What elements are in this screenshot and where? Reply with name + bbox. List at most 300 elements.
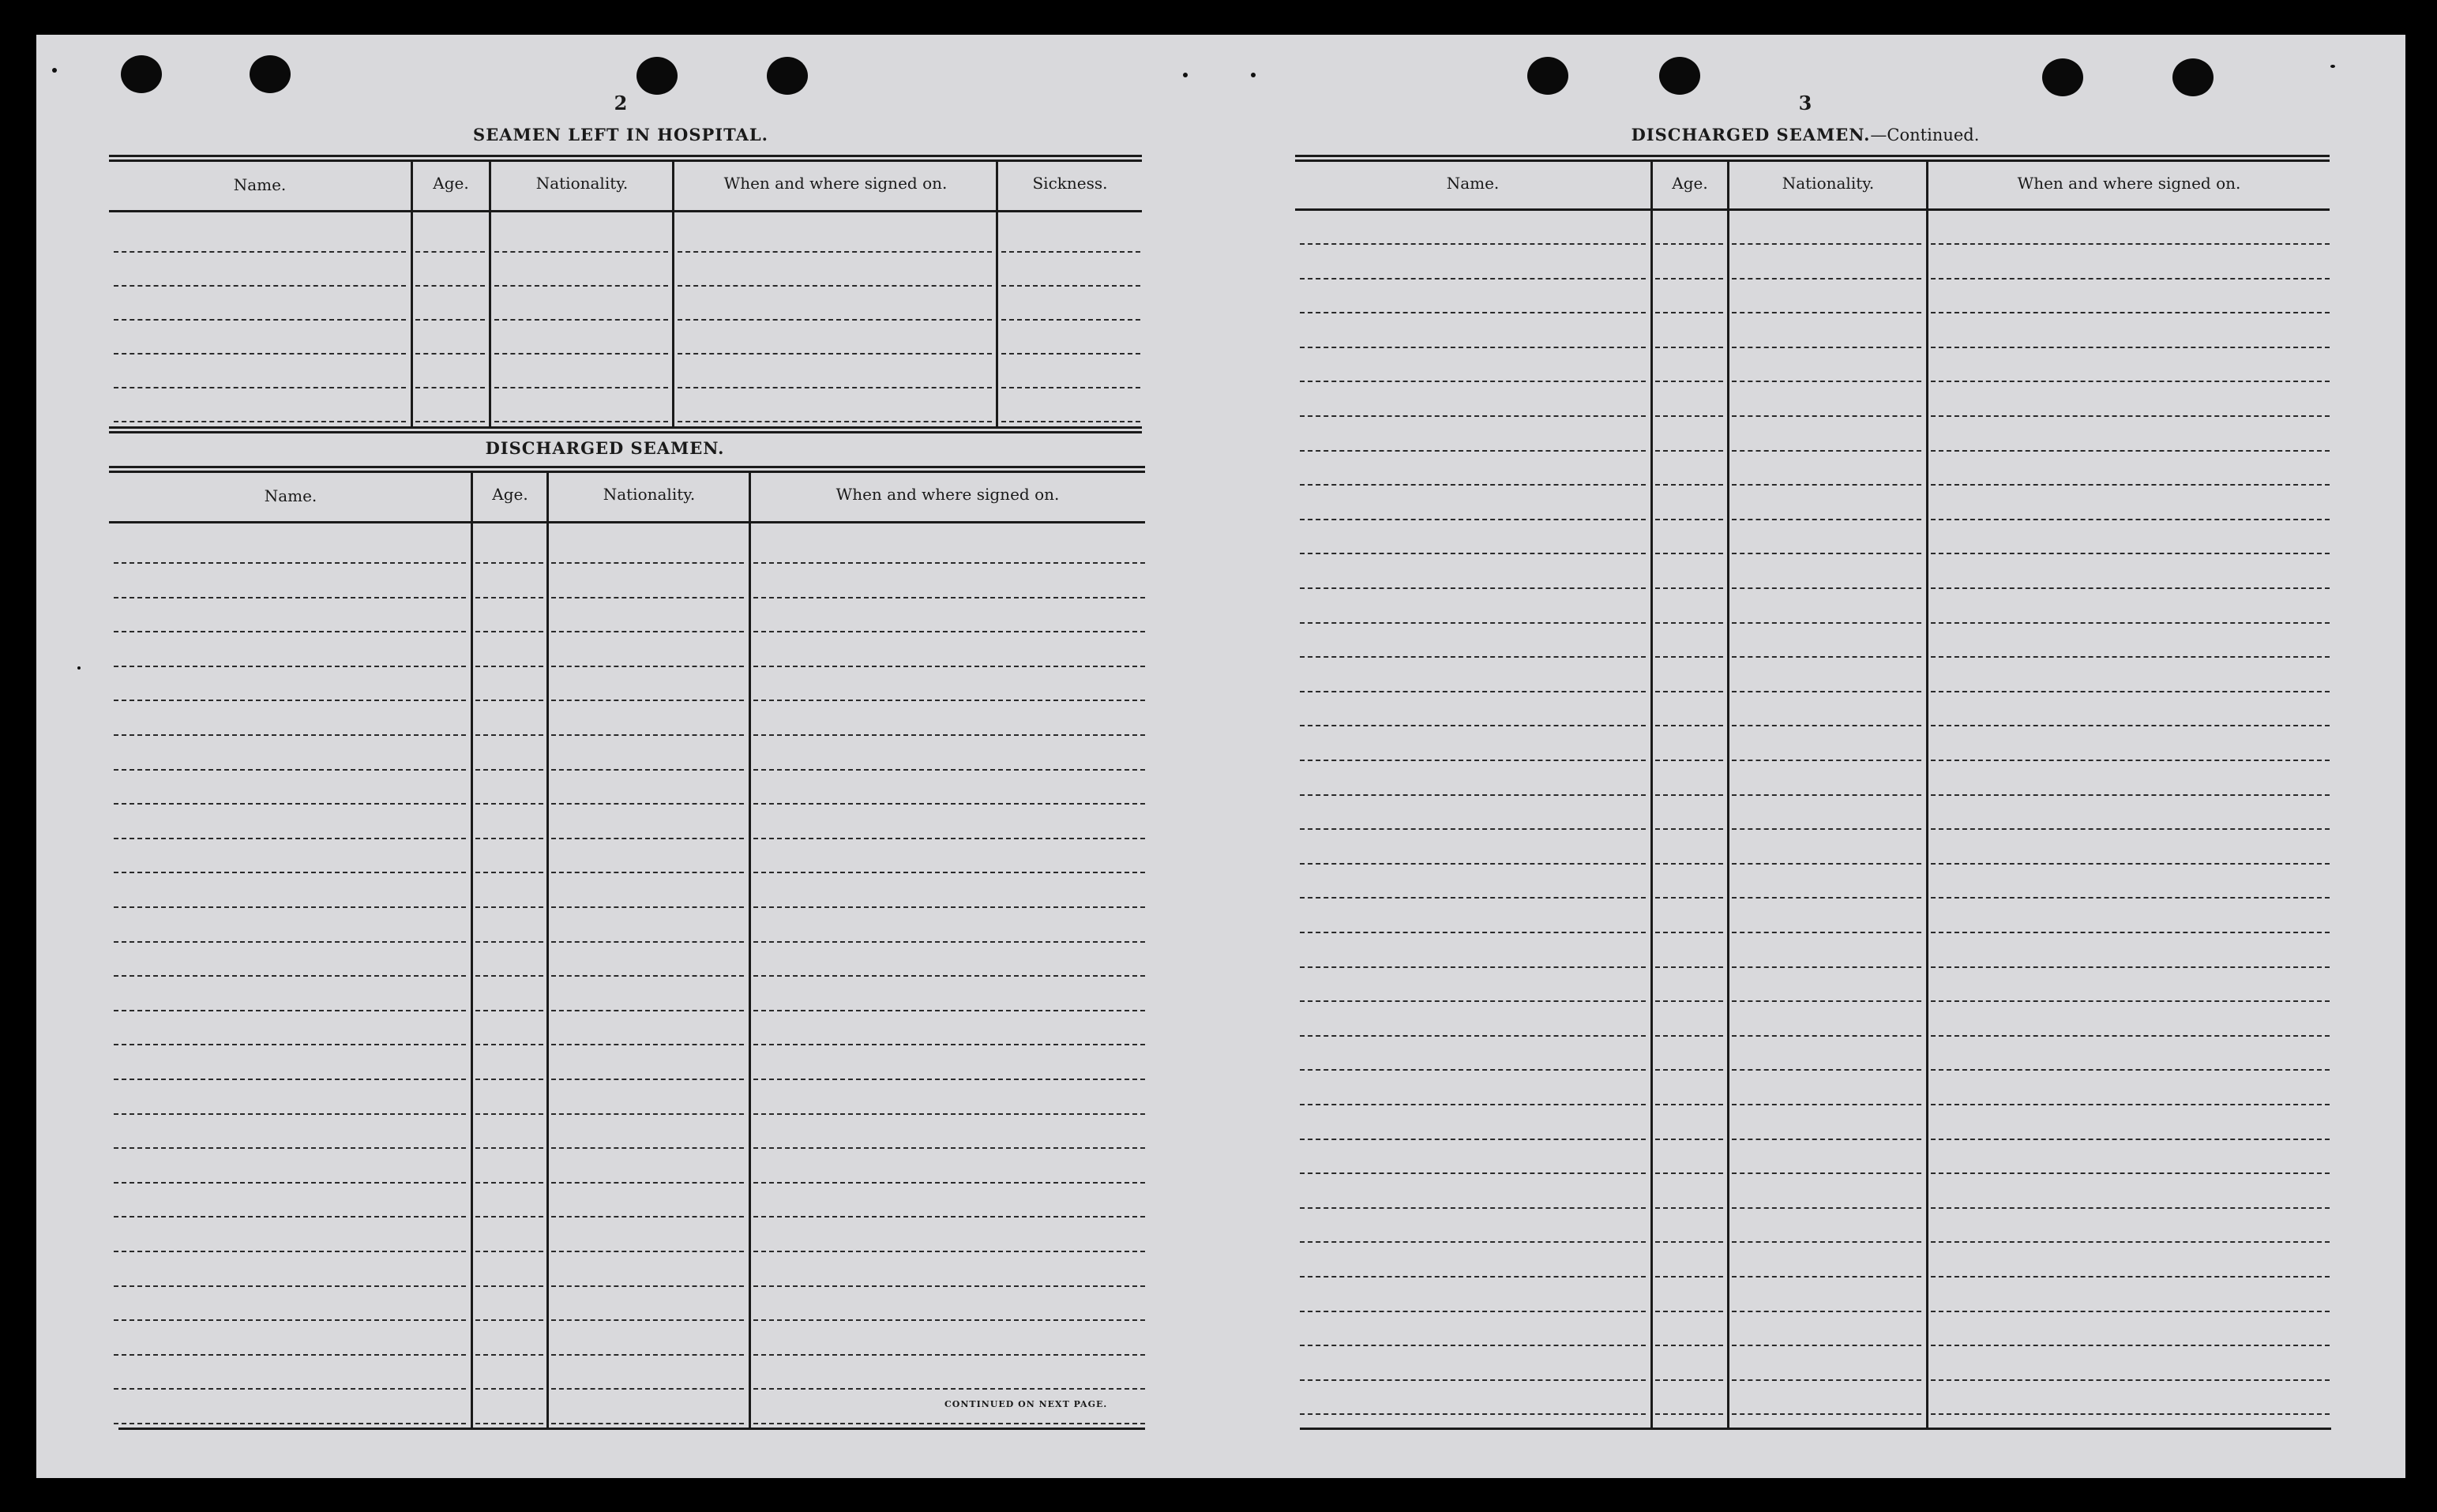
blank-entry-line — [114, 1113, 466, 1115]
blank-entry-line — [1300, 278, 1646, 280]
column-header-sickness: Sickness. — [1032, 174, 1108, 193]
blank-entry-line — [1931, 725, 2330, 726]
title-continued: —Continued. — [1870, 126, 1980, 144]
blank-entry-line — [551, 597, 744, 598]
blank-entry-line — [753, 769, 1145, 771]
blank-entry-line — [1300, 1069, 1646, 1071]
blank-entry-line — [753, 1010, 1145, 1011]
blank-entry-line — [1300, 450, 1646, 452]
blank-entry-line — [114, 631, 466, 632]
blank-entry-line — [1732, 656, 1921, 658]
blank-entry-line — [475, 1147, 543, 1149]
blank-entry-line — [1931, 553, 2330, 554]
blank-entry-line — [1300, 1345, 1646, 1346]
blank-entry-line — [1931, 760, 2330, 761]
blank-entry-line — [475, 803, 543, 805]
blank-entry-line — [114, 769, 466, 771]
header-rule — [1295, 208, 2330, 211]
blank-entry-line — [415, 387, 485, 388]
blank-entry-line — [1655, 622, 1723, 624]
blank-entry-line — [678, 285, 992, 287]
blank-entry-line — [1931, 1104, 2330, 1105]
blank-entry-line — [551, 1354, 744, 1356]
blank-entry-line — [1655, 347, 1723, 348]
blank-entry-line — [753, 1044, 1145, 1045]
blank-entry-line — [475, 1251, 543, 1252]
blank-entry-line — [1732, 1379, 1921, 1381]
blank-entry-line — [114, 906, 466, 908]
blank-entry-line — [114, 700, 466, 701]
blank-entry-line — [1732, 1000, 1921, 1002]
blank-entry-line — [1300, 622, 1646, 624]
blank-entry-line — [753, 597, 1145, 598]
column-header-signed-on: When and where signed on. — [723, 174, 948, 193]
blank-entry-line — [551, 1079, 744, 1080]
blank-entry-line — [494, 421, 668, 422]
blank-entry-line — [1931, 1311, 2330, 1312]
blank-entry-line — [1001, 285, 1140, 287]
blank-entry-line — [551, 1423, 744, 1424]
blank-entry-line — [1300, 1207, 1646, 1209]
column-header-name: Name. — [1446, 174, 1500, 193]
page-title — [1537, 125, 2074, 144]
blank-entry-line — [1732, 828, 1921, 830]
blank-entry-line — [551, 803, 744, 805]
blank-entry-line — [475, 1044, 543, 1045]
column-divider — [1650, 161, 1653, 1428]
page-number: 2 — [614, 92, 628, 114]
table-bottom-rule — [109, 426, 1142, 433]
blank-entry-line — [1732, 1104, 1921, 1105]
blank-entry-line — [551, 975, 744, 977]
blank-entry-line — [1732, 278, 1921, 280]
blank-entry-line — [1931, 450, 2330, 452]
column-header-nationality: Nationality. — [1782, 174, 1875, 193]
blank-entry-line — [678, 421, 992, 422]
blank-entry-line — [475, 666, 543, 667]
blank-entry-line — [1655, 587, 1723, 589]
column-header-signed-on: When and where signed on. — [2017, 174, 2241, 193]
blank-entry-line — [494, 285, 668, 287]
blank-entry-line — [1732, 553, 1921, 554]
blank-entry-line — [1001, 353, 1140, 355]
blank-entry-line — [551, 1216, 744, 1217]
blank-entry-line — [1300, 1379, 1646, 1381]
blank-entry-line — [475, 975, 543, 977]
blank-entry-line — [1931, 1069, 2330, 1071]
blank-entry-line — [475, 906, 543, 908]
blank-entry-line — [1931, 1172, 2330, 1174]
blank-entry-line — [1931, 828, 2330, 830]
table-bottom-rule — [1300, 1428, 2331, 1430]
blank-entry-line — [475, 631, 543, 632]
blank-entry-line — [475, 1113, 543, 1115]
blank-entry-line — [1300, 1413, 1646, 1415]
blank-entry-line — [1732, 725, 1921, 726]
blank-entry-line — [1732, 1035, 1921, 1037]
blank-entry-line — [415, 251, 485, 253]
blank-entry-line — [1931, 1413, 2330, 1415]
blank-entry-line — [1300, 863, 1646, 865]
blank-entry-line — [1300, 553, 1646, 554]
blank-entry-line — [1300, 484, 1646, 486]
blank-entry-line — [114, 421, 406, 422]
blank-entry-line — [114, 1285, 466, 1287]
blank-entry-line — [1655, 1413, 1723, 1415]
column-divider — [1926, 161, 1928, 1428]
column-divider — [546, 472, 549, 1428]
column-divider — [489, 161, 491, 426]
column-divider — [672, 161, 674, 426]
blank-entry-line — [1655, 415, 1723, 417]
blank-entry-line — [114, 387, 406, 388]
blank-entry-line — [551, 1388, 744, 1390]
blank-entry-line — [753, 941, 1145, 943]
blank-entry-line — [1300, 381, 1646, 382]
blank-entry-line — [1655, 794, 1723, 796]
blank-entry-line — [1300, 1139, 1646, 1140]
blank-entry-line — [1732, 587, 1921, 589]
blank-entry-line — [753, 975, 1145, 977]
blank-entry-line — [1732, 794, 1921, 796]
blank-entry-line — [494, 387, 668, 388]
blank-entry-line — [1732, 1413, 1921, 1415]
blank-entry-line — [1732, 381, 1921, 382]
blank-entry-line — [1655, 1311, 1723, 1312]
blank-entry-line — [114, 1044, 466, 1045]
blank-entry-line — [1931, 1276, 2330, 1278]
blank-entry-line — [475, 1079, 543, 1080]
column-divider — [1727, 161, 1729, 1428]
blank-entry-line — [415, 421, 485, 422]
form-sheet — [36, 35, 2405, 1478]
blank-entry-line — [1655, 828, 1723, 830]
blank-entry-line — [415, 285, 485, 287]
blank-entry-line — [1732, 415, 1921, 417]
left-page — [36, 35, 1189, 1478]
blank-entry-line — [475, 1010, 543, 1011]
blank-entry-line — [1655, 278, 1723, 280]
blank-entry-line — [1300, 794, 1646, 796]
header-rule — [109, 210, 1142, 212]
blank-entry-line — [114, 285, 406, 287]
continued-note: CONTINUED ON NEXT PAGE. — [944, 1399, 1108, 1409]
blank-entry-line — [1300, 932, 1646, 933]
blank-entry-line — [753, 1423, 1145, 1424]
blank-entry-line — [1655, 519, 1723, 520]
blank-entry-line — [494, 251, 668, 253]
blank-entry-line — [1300, 587, 1646, 589]
column-header-name: Name. — [264, 486, 317, 505]
blank-entry-line — [1655, 1172, 1723, 1174]
blank-entry-line — [1655, 1345, 1723, 1346]
column-divider — [996, 161, 998, 426]
blank-entry-line — [551, 700, 744, 701]
blank-entry-line — [1732, 347, 1921, 348]
blank-entry-line — [551, 1147, 744, 1149]
blank-entry-line — [753, 631, 1145, 632]
blank-entry-line — [114, 1423, 466, 1424]
blank-entry-line — [1655, 1207, 1723, 1209]
blank-entry-line — [1732, 691, 1921, 692]
blank-entry-line — [753, 1079, 1145, 1080]
blank-entry-line — [1931, 1241, 2330, 1243]
blank-entry-line — [1655, 1379, 1723, 1381]
blank-entry-line — [1732, 243, 1921, 245]
blank-entry-line — [1931, 1379, 2330, 1381]
blank-entry-line — [1300, 691, 1646, 692]
blank-entry-line — [1655, 691, 1723, 692]
blank-entry-line — [551, 1182, 744, 1184]
blank-entry-line — [1655, 381, 1723, 382]
blank-entry-line — [678, 387, 992, 388]
column-header-age: Age. — [1672, 174, 1708, 193]
column-divider — [749, 472, 751, 1428]
blank-entry-line — [1300, 1276, 1646, 1278]
blank-entry-line — [114, 975, 466, 977]
blank-entry-line — [753, 1319, 1145, 1321]
blank-entry-line — [1931, 1000, 2330, 1002]
blank-entry-line — [1655, 1035, 1723, 1037]
blank-entry-line — [1300, 415, 1646, 417]
blank-entry-line — [753, 1113, 1145, 1115]
blank-entry-line — [551, 1285, 744, 1287]
blank-entry-line — [475, 1182, 543, 1184]
blank-entry-line — [1001, 421, 1140, 422]
hospital-section-title: SEAMEN LEFT IN HOSPITAL. — [473, 125, 768, 144]
blank-entry-line — [1732, 863, 1921, 865]
blank-entry-line — [1300, 656, 1646, 658]
blank-entry-line — [475, 1319, 543, 1321]
blank-entry-line — [753, 872, 1145, 873]
blank-entry-line — [1300, 725, 1646, 726]
blank-entry-line — [753, 700, 1145, 701]
blank-entry-line — [475, 734, 543, 736]
blank-entry-line — [753, 803, 1145, 805]
blank-entry-line — [1732, 1345, 1921, 1346]
blank-entry-line — [551, 906, 744, 908]
column-divider — [471, 472, 473, 1428]
table-top-rule — [109, 155, 1142, 162]
blank-entry-line — [1931, 966, 2330, 968]
blank-entry-line — [1655, 725, 1723, 726]
blank-entry-line — [1655, 553, 1723, 554]
title-main: DISCHARGED SEAMEN. — [1631, 125, 1871, 144]
blank-entry-line — [1732, 1069, 1921, 1071]
blank-entry-line — [753, 1182, 1145, 1184]
blank-entry-line — [475, 700, 543, 701]
blank-entry-line — [114, 1079, 466, 1080]
blank-entry-line — [1300, 1104, 1646, 1105]
blank-entry-line — [1001, 251, 1140, 253]
blank-entry-line — [551, 734, 744, 736]
column-header-nationality: Nationality. — [535, 174, 629, 193]
blank-entry-line — [1732, 1207, 1921, 1209]
blank-entry-line — [494, 353, 668, 355]
blank-entry-line — [114, 941, 466, 943]
blank-entry-line — [1300, 828, 1646, 830]
blank-entry-line — [1655, 1276, 1723, 1278]
blank-entry-line — [1732, 312, 1921, 313]
table-top-rule — [109, 466, 1145, 473]
blank-entry-line — [1931, 312, 2330, 313]
blank-entry-line — [678, 353, 992, 355]
blank-entry-line — [1300, 1035, 1646, 1037]
blank-entry-line — [475, 1388, 543, 1390]
blank-entry-line — [1655, 243, 1723, 245]
column-header-nationality: Nationality. — [603, 485, 696, 504]
blank-entry-line — [1732, 1139, 1921, 1140]
column-divider — [411, 161, 413, 426]
blank-entry-line — [1300, 760, 1646, 761]
blank-entry-line — [551, 1113, 744, 1115]
blank-entry-line — [1931, 656, 2330, 658]
blank-entry-line — [551, 666, 744, 667]
blank-entry-line — [1931, 932, 2330, 933]
blank-entry-line — [475, 1285, 543, 1287]
blank-entry-line — [1655, 450, 1723, 452]
blank-entry-line — [475, 597, 543, 598]
blank-entry-line — [114, 1388, 466, 1390]
blank-entry-line — [1732, 760, 1921, 761]
blank-entry-line — [1300, 243, 1646, 245]
blank-entry-line — [1732, 1276, 1921, 1278]
blank-entry-line — [1300, 1311, 1646, 1312]
blank-entry-line — [1300, 1000, 1646, 1002]
blank-entry-line — [1732, 622, 1921, 624]
blank-entry-line — [1931, 519, 2330, 520]
column-header-name: Name. — [233, 175, 287, 194]
blank-entry-line — [551, 1044, 744, 1045]
blank-entry-line — [1732, 897, 1921, 899]
blank-entry-line — [1001, 387, 1140, 388]
blank-entry-line — [753, 838, 1145, 839]
blank-entry-line — [551, 631, 744, 632]
blank-entry-line — [415, 319, 485, 321]
blank-entry-line — [1655, 863, 1723, 865]
blank-entry-line — [1732, 484, 1921, 486]
blank-entry-line — [114, 872, 466, 873]
blank-entry-line — [551, 769, 744, 771]
blank-entry-line — [753, 734, 1145, 736]
blank-entry-line — [1655, 656, 1723, 658]
blank-entry-line — [1732, 1241, 1921, 1243]
blank-entry-line — [114, 1251, 466, 1252]
blank-entry-line — [114, 251, 406, 253]
blank-entry-line — [114, 562, 466, 564]
blank-entry-line — [1931, 381, 2330, 382]
blank-entry-line — [114, 1147, 466, 1149]
blank-entry-line — [753, 666, 1145, 667]
blank-entry-line — [1931, 691, 2330, 692]
column-header-signed-on: When and where signed on. — [835, 485, 1060, 504]
blank-entry-line — [1931, 622, 2330, 624]
blank-entry-line — [1655, 1241, 1723, 1243]
blank-entry-line — [1655, 897, 1723, 899]
blank-entry-line — [475, 941, 543, 943]
blank-entry-line — [753, 1216, 1145, 1217]
blank-entry-line — [1732, 450, 1921, 452]
column-header-age: Age. — [492, 485, 528, 504]
blank-entry-line — [1931, 897, 2330, 899]
blank-entry-line — [1655, 966, 1723, 968]
blank-entry-line — [551, 838, 744, 839]
blank-entry-line — [1931, 278, 2330, 280]
blank-entry-line — [1655, 1069, 1723, 1071]
blank-entry-line — [551, 1010, 744, 1011]
blank-entry-line — [551, 872, 744, 873]
blank-entry-line — [753, 1147, 1145, 1149]
blank-entry-line — [475, 769, 543, 771]
blank-entry-line — [475, 562, 543, 564]
blank-entry-line — [1001, 319, 1140, 321]
blank-entry-line — [753, 1388, 1145, 1390]
blank-entry-line — [551, 562, 744, 564]
blank-entry-line — [114, 838, 466, 839]
blank-entry-line — [1732, 966, 1921, 968]
blank-entry-line — [1732, 1172, 1921, 1174]
blank-entry-line — [1931, 415, 2330, 417]
blank-entry-line — [114, 1354, 466, 1356]
blank-entry-line — [753, 1354, 1145, 1356]
blank-entry-line — [1300, 897, 1646, 899]
blank-entry-line — [1300, 1241, 1646, 1243]
blank-entry-line — [1300, 1172, 1646, 1174]
blank-entry-line — [1655, 1000, 1723, 1002]
header-rule — [109, 521, 1145, 523]
blank-entry-line — [753, 906, 1145, 908]
blank-entry-line — [678, 319, 992, 321]
blank-entry-line — [114, 1010, 466, 1011]
blank-entry-line — [551, 941, 744, 943]
blank-entry-line — [114, 319, 406, 321]
blank-entry-line — [1931, 863, 2330, 865]
blank-entry-line — [475, 1216, 543, 1217]
blank-entry-line — [1931, 484, 2330, 486]
blank-entry-line — [1300, 519, 1646, 520]
blank-entry-line — [475, 872, 543, 873]
blank-entry-line — [1300, 312, 1646, 313]
blank-entry-line — [1931, 794, 2330, 796]
blank-entry-line — [475, 1423, 543, 1424]
blank-entry-line — [114, 1319, 466, 1321]
blank-entry-line — [1931, 1035, 2330, 1037]
blank-entry-line — [415, 353, 485, 355]
blank-entry-line — [1655, 1139, 1723, 1140]
blank-entry-line — [1931, 347, 2330, 348]
blank-entry-line — [1732, 1311, 1921, 1312]
blank-entry-line — [1655, 1104, 1723, 1105]
table-bottom-rule — [118, 1428, 1145, 1430]
blank-entry-line — [1300, 347, 1646, 348]
blank-entry-line — [551, 1319, 744, 1321]
blank-entry-line — [114, 597, 466, 598]
blank-entry-line — [1931, 587, 2330, 589]
page-number: 3 — [1798, 92, 1812, 114]
column-header-age: Age. — [433, 174, 469, 193]
blank-entry-line — [114, 666, 466, 667]
blank-entry-line — [1732, 519, 1921, 520]
blank-entry-line — [1655, 484, 1723, 486]
blank-entry-line — [114, 353, 406, 355]
blank-entry-line — [114, 1182, 466, 1184]
blank-entry-line — [494, 319, 668, 321]
blank-entry-line — [1655, 760, 1723, 761]
right-page — [1221, 35, 2405, 1478]
blank-entry-line — [475, 838, 543, 839]
blank-entry-line — [753, 1251, 1145, 1252]
table-top-rule — [1295, 155, 2330, 162]
